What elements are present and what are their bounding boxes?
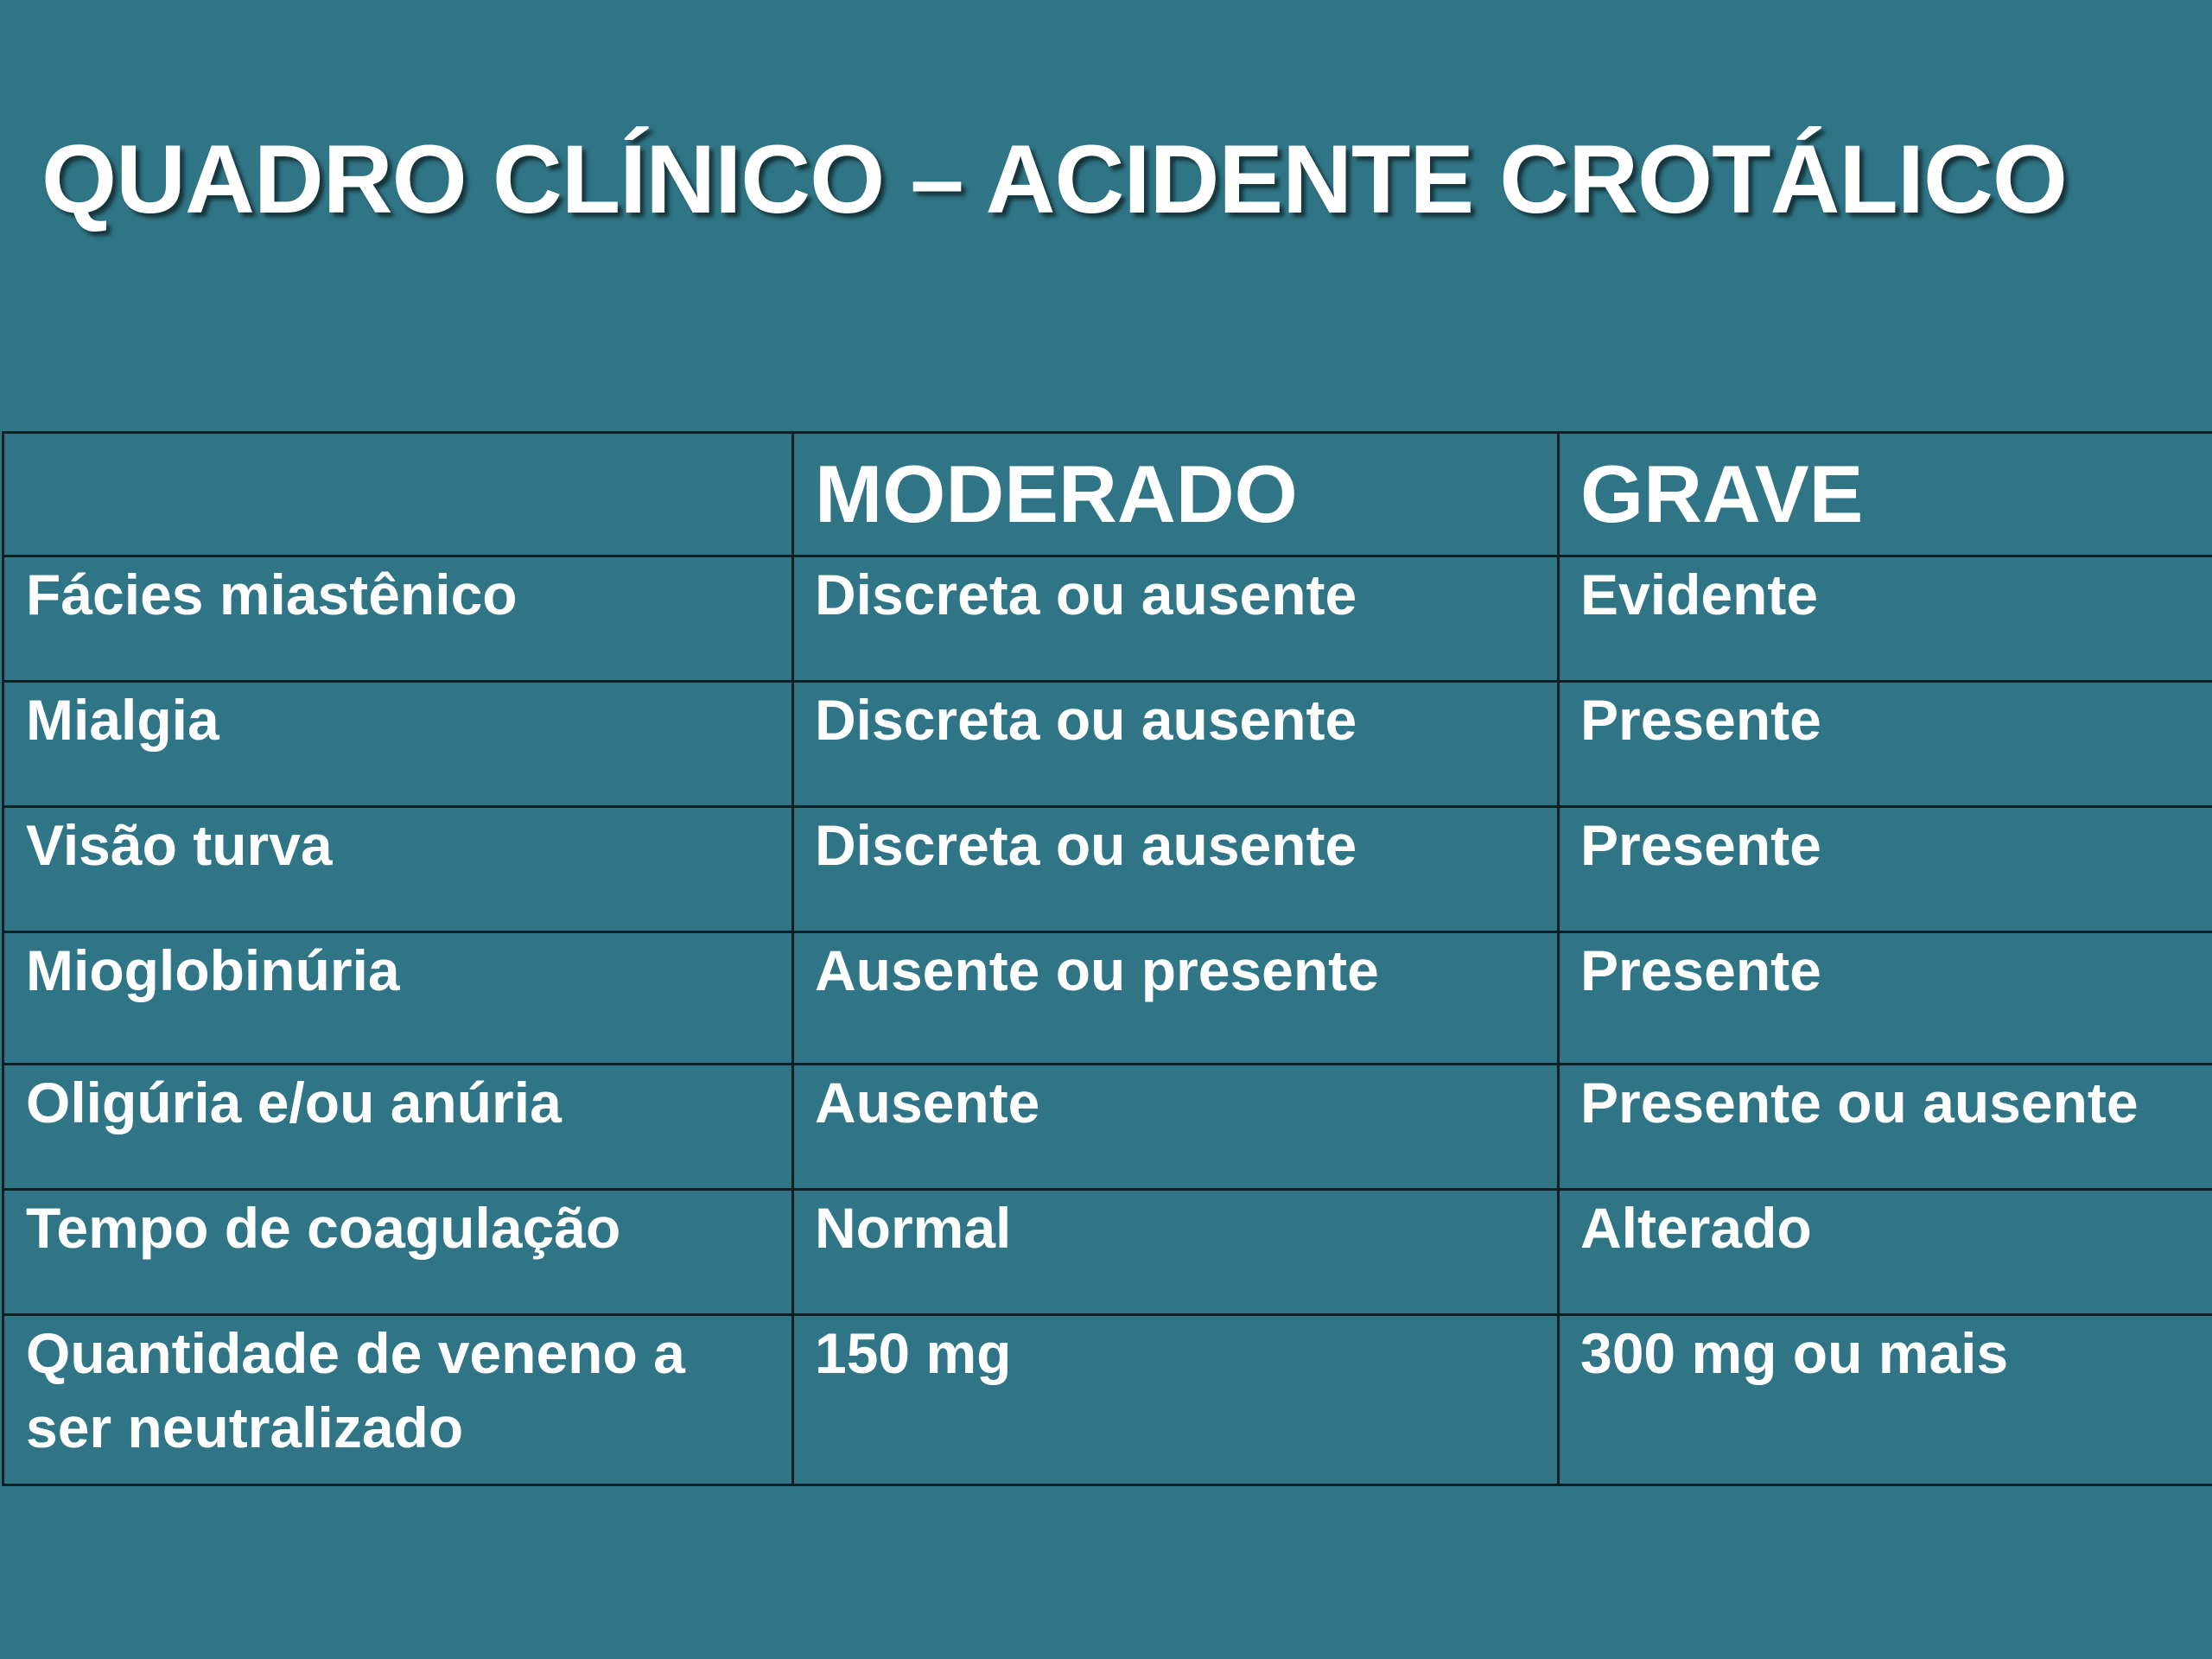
- header-cell-grave: GRAVE: [1559, 433, 2212, 556]
- moderado-cell: [793, 1190, 1559, 1315]
- header-cell-moderado: MODERADO: [793, 433, 1559, 556]
- grave-cell: [1559, 1315, 2212, 1485]
- moderado-cell: [793, 807, 1559, 932]
- slide-title: QUADRO CLÍNICO – ACIDENTE CROTÁLICO: [41, 125, 2067, 233]
- row-label: Fácies miastênico: [26, 563, 518, 626]
- grave-cell: [1559, 932, 2212, 1065]
- table-row: [3, 807, 2212, 932]
- table-row: [3, 1315, 2212, 1485]
- moderado-cell: [793, 556, 1559, 682]
- row-label-cell: [3, 1315, 793, 1485]
- moderado-value: Normal: [815, 1196, 1012, 1260]
- clinical-table: [2, 431, 2212, 1486]
- row-label-cell: [3, 1065, 793, 1190]
- grave-value: Presente: [1580, 688, 1821, 752]
- row-label: Mialgia: [26, 688, 219, 752]
- row-label: Mioglobinúria: [26, 938, 400, 1002]
- moderado-value: Discreta ou ausente: [815, 563, 1357, 626]
- grave-value: 300 mg ou mais: [1580, 1321, 2009, 1385]
- table-header-row: [3, 433, 2212, 556]
- table-row: [3, 682, 2212, 807]
- moderado-value: Ausente ou presente: [815, 938, 1379, 1002]
- table-row: [3, 1065, 2212, 1190]
- grave-value: Presente: [1580, 938, 1821, 1002]
- grave-value: Alterado: [1580, 1196, 1812, 1260]
- moderado-value: Discreta ou ausente: [815, 688, 1357, 752]
- grave-cell: [1559, 807, 2212, 932]
- header-cell-empty: [3, 433, 793, 556]
- row-label-cell: [3, 682, 793, 807]
- moderado-cell: [793, 932, 1559, 1065]
- grave-cell: [1559, 1065, 2212, 1190]
- row-label: Oligúria e/ou anúria: [26, 1071, 562, 1135]
- table-row: [3, 556, 2212, 682]
- row-label-cell: [3, 556, 793, 682]
- grave-cell: [1559, 1190, 2212, 1315]
- moderado-cell: [793, 682, 1559, 807]
- row-label-cell: [3, 807, 793, 932]
- row-label-cell: [3, 1190, 793, 1315]
- row-label: Quantidade de veneno a ser neutralizado: [26, 1321, 685, 1459]
- moderado-value: Ausente: [815, 1071, 1040, 1135]
- row-label: Tempo de coagulação: [26, 1196, 621, 1260]
- table-row: [3, 932, 2212, 1065]
- moderado-cell: [793, 1065, 1559, 1190]
- grave-value: Presente ou ausente: [1580, 1071, 2139, 1135]
- moderado-cell: [793, 1315, 1559, 1485]
- grave-value: Evidente: [1580, 563, 1819, 626]
- grave-cell: [1559, 682, 2212, 807]
- row-label-cell: [3, 932, 793, 1065]
- grave-value: Presente: [1580, 813, 1821, 877]
- moderado-value: Discreta ou ausente: [815, 813, 1357, 877]
- grave-cell: [1559, 556, 2212, 682]
- moderado-value: 150 mg: [815, 1321, 1012, 1385]
- row-label: Visão turva: [26, 813, 333, 877]
- table-row: [3, 1190, 2212, 1315]
